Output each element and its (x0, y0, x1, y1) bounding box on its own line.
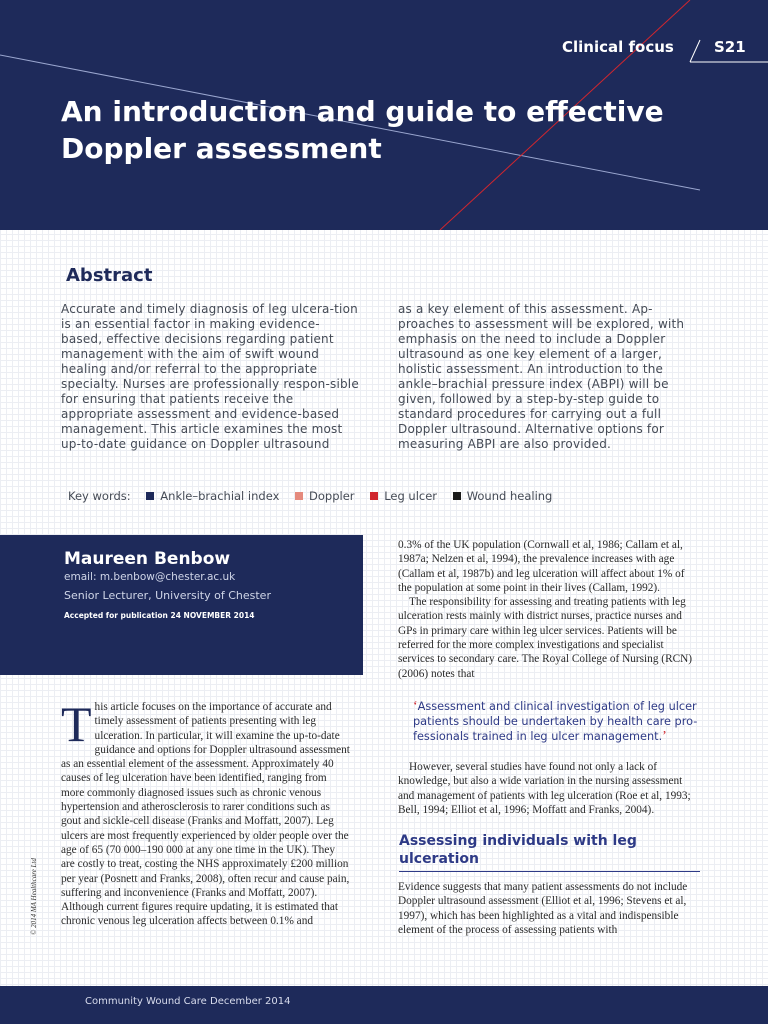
keyword-text: Ankle–brachial index (160, 489, 280, 503)
author-role: Senior Lecturer, University of Chester (64, 589, 271, 602)
body-right-column-continued (398, 760, 700, 817)
abstract-column-2: as a key element of this assessment. Ap-proaches to assessment will be explored, with emphasis on the need to include a Doppler ultrasound as one key element of a larger, holistic assessment. An introduction to the ankle–brachial pressure index (ABPI) will be given, followed by a step-by-step guide to standard procedures for carrying out a full Doppler ultrasound. Alternative options for measuring ABPI are also provided. (398, 302, 685, 451)
footer-bar (0, 986, 768, 1024)
footer-journal-info: Community Wound Care December 2014 (85, 996, 291, 1007)
keyword-swatch (295, 492, 303, 500)
keyword-text: Wound healing (466, 489, 553, 503)
keyword-item (146, 489, 279, 503)
keywords-row (68, 489, 552, 503)
page-number: S21 (714, 38, 746, 56)
keywords-label: Key words: (68, 489, 131, 503)
drop-cap: T (61, 696, 92, 752)
pull-quote (413, 699, 703, 744)
section-subheading: Assessing individuals with leg ulceration (399, 833, 637, 867)
body-right-column (398, 538, 700, 681)
body-paragraph: his article focuses on the importance of accurate and timely assessment of patients presenting with leg ulceration. In particular, it will examine the up-to-date guidance and options for Doppler ultrasound assessment as an essential element of the assessment. Approximately 40 causes of leg ulceration have been identified, ranging from more commonly diagnosed issues such as chronic venous hypertension and atherosclerosis to rarer conditions such as gout and sickle-cell disease (Franks and Moffatt, 2007). Leg ulcers are most frequently experienced by older people over the age of 65 (70 000–190 000 at any one time in the UK). They are costly to treat, costing the NHS approximately £200 million per year (Posnett and Franks, 2008), often recur and cause pain, suffering and inconvenience (Franks and Moffatt, 2007). Although current figures require updating, it is estimated that chronic venous leg ulceration affects between 0.1% and (61, 701, 350, 928)
keyword-item (453, 489, 553, 503)
author-box (0, 535, 363, 675)
body-paragraph: Evidence suggests that many patient assessments do not include Doppler ultrasound assessment (Elliot et al, 1996; Stevens et al, 1997), which has been highlighted as a vital and indispensible element of the process of assessing patients with (398, 881, 688, 936)
abstract-heading: Abstract (66, 265, 153, 286)
quote-close-mark: ’ (662, 729, 667, 744)
author-name: Maureen Benbow (64, 549, 231, 569)
body-paragraph: However, several studies have found not only a lack of knowledge, but also a wide variation in the nursing assessment and management of patients with leg ulceration (Roe et al, 1993; Bell, 1994; Elliot et al, 1996; Moffatt and Franks, 2004). (398, 761, 691, 816)
keyword-text: Doppler (309, 489, 355, 503)
accepted-date: Accepted for publication 24 NOVEMBER 2014 (64, 611, 255, 620)
quote-open-mark: ‘ (413, 699, 418, 714)
article-title: An introduction and guide to effective Doppler assessment (61, 95, 664, 165)
section-label: Clinical focus (562, 38, 674, 56)
copyright-notice: © 2014 MA Healthcare Ltd (30, 858, 38, 935)
header-banner (0, 0, 768, 230)
body-paragraph: 0.3% of the UK population (Cornwall et al, 1986; Callam et al, 1987a; Nelzen et al, 1994), the prevalence increases with age (Callam et al, 1987b) and leg ulceration will affect about 1% of the population at some point in their lives (Callam, 1992). (398, 539, 685, 594)
abstract-column-1: Accurate and timely diagnosis of leg ulcera-tion is an essential factor in making evidence-based, effective decisions regarding patient management with the aim of swift wound healing and/or referral to the appropriate specialty. Nurses are professionally respon-sible for ensuring that patients receive the appropriate assessment and evidence-based management. This article examines the most up-to-date guidance on Doppler ultrasound (61, 302, 359, 451)
body-right-column-section (398, 880, 700, 937)
keyword-swatch (453, 492, 461, 500)
keyword-item (295, 489, 355, 503)
body-paragraph: The responsibility for assessing and treating patients with leg ulceration rests mainly with district nurses, practice nurses and GPs in primary care within leg ulcer services. Patients will be referred for the more complex investigations and specialist services to secondary care. The Royal College of Nursing (RCN) (2006) notes that (398, 596, 693, 680)
keyword-swatch (370, 492, 378, 500)
body-left-column (61, 696, 351, 929)
pull-quote-text: Assessment and clinical investigation of leg ulcer patients should be undertaken by health care pro-fessionals trained in leg ulcer management. (413, 700, 698, 743)
keyword-swatch (146, 492, 154, 500)
author-email: email: m.benbow@chester.ac.uk (64, 571, 236, 583)
keyword-text: Leg ulcer (384, 489, 438, 503)
keyword-item (370, 489, 437, 503)
subheading-divider (399, 871, 700, 872)
